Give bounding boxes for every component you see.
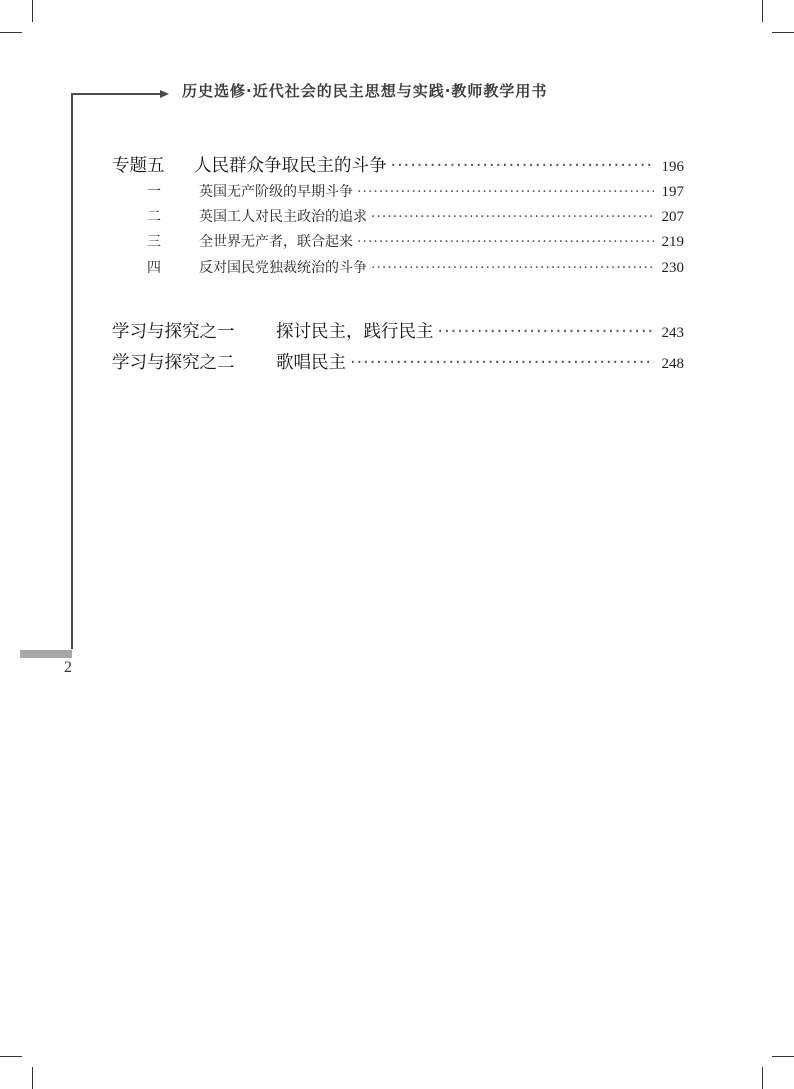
crop-mark-bottom-left-v xyxy=(32,1067,33,1089)
toc-section-label: 四 xyxy=(147,260,161,276)
toc-section-label: 三 xyxy=(147,234,161,250)
crop-mark-bottom-right-v xyxy=(762,1067,763,1089)
crop-mark-top-right-h xyxy=(772,32,794,33)
toc-dot-leader xyxy=(357,234,654,250)
toc-topic-row[interactable] xyxy=(112,152,684,177)
toc-section-title: 全世界无产者，联合起来 xyxy=(199,234,353,250)
toc-section-row[interactable] xyxy=(147,206,684,226)
toc-study-row[interactable] xyxy=(112,349,684,374)
toc-dot-leader xyxy=(438,322,655,342)
toc-section-page: 207 xyxy=(661,209,684,225)
header-arrow-icon xyxy=(160,90,169,98)
toc-section-label: 一 xyxy=(147,184,161,200)
page-footer-bar xyxy=(20,650,72,658)
toc-dot-leader xyxy=(371,260,654,276)
page-number: 2 xyxy=(64,659,72,676)
toc-study-title: 歌唱民主 xyxy=(276,353,346,373)
toc-dot-leader xyxy=(357,184,654,200)
crop-mark-bottom-left-h xyxy=(0,1056,22,1057)
header-frame-horizontal-rule xyxy=(71,93,161,95)
toc-section-page: 230 xyxy=(661,260,684,276)
toc-study-title: 探讨民主，践行民主 xyxy=(276,322,434,342)
toc-study-label: 学习与探究之一 xyxy=(112,322,235,342)
toc-dot-leader xyxy=(371,209,654,225)
crop-mark-top-right-v xyxy=(762,0,763,22)
toc-topic-page: 196 xyxy=(661,159,684,175)
toc-section-title: 英国工人对民主政治的追求 xyxy=(199,209,367,225)
toc-dot-leader xyxy=(350,353,654,373)
toc-section-row[interactable] xyxy=(147,231,684,251)
toc-topic-label: 专题五 xyxy=(112,156,165,176)
toc-study-label: 学习与探究之二 xyxy=(112,353,235,373)
toc-section-label: 二 xyxy=(147,209,161,225)
toc-section-row[interactable] xyxy=(147,257,684,277)
toc-study-page: 248 xyxy=(661,356,684,372)
toc-section-title: 英国无产阶级的早期斗争 xyxy=(199,184,353,200)
crop-mark-top-left-h xyxy=(0,32,22,33)
toc-section-page: 197 xyxy=(661,184,684,200)
toc-section-row[interactable] xyxy=(147,181,684,201)
toc-study-page: 243 xyxy=(661,325,684,341)
toc-section-page: 219 xyxy=(661,234,684,250)
header-frame-vertical-rule xyxy=(71,93,73,649)
toc-topic-title: 人民群众争取民主的斗争 xyxy=(194,156,387,176)
toc-dot-leader xyxy=(391,156,655,176)
toc-section-title: 反对国民党独裁统治的斗争 xyxy=(199,260,367,276)
running-header-title: 历史选修·近代社会的民主思想与实践·教师教学用书 xyxy=(182,82,548,100)
crop-mark-bottom-right-h xyxy=(772,1056,794,1057)
crop-mark-top-left-v xyxy=(32,0,33,22)
toc-study-row[interactable] xyxy=(112,318,684,343)
